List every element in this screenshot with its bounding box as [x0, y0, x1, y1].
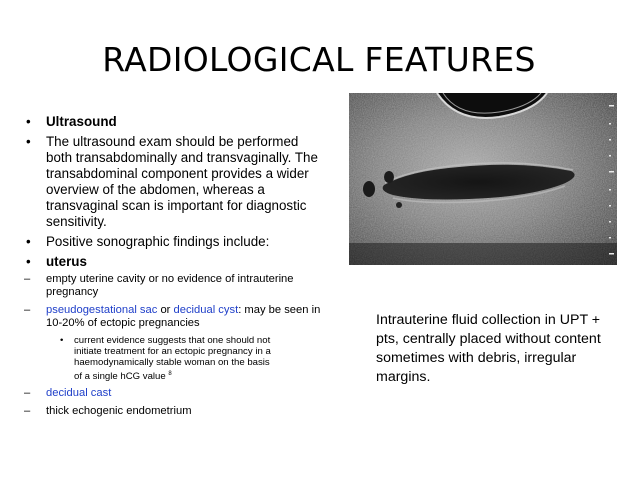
dash-marker: – — [24, 304, 31, 316]
sub-bullet-endometrium — [0, 405, 324, 418]
dash-marker: – — [24, 273, 31, 285]
pseudogestational-sac-link[interactable]: pseudogestational sac — [46, 304, 158, 316]
reference-marker[interactable]: 8 — [168, 370, 172, 377]
sub-sub-bullet-text: current evidence suggests that one should not initiate treatment for an ectopic pregnancy in a haemodynamically stable woman on the basis of a single hCG value — [74, 335, 271, 382]
bullet-text: The ultrasound exam should be performed both transabdominally and transvaginally. The transabdominal component provides a wider overview of the abdomen, whereas a transvaginal scan is important for diagnostic sensitivity. — [46, 134, 318, 229]
bullet-dot: • — [26, 234, 31, 249]
bullet-text: uterus — [46, 254, 87, 269]
sub-bullet-decidual-cast — [0, 387, 324, 400]
or-text: or — [157, 304, 174, 316]
sub-bullet-pseudo-sac — [0, 304, 324, 330]
bullet-list — [24, 114, 324, 423]
bullet-findings — [24, 234, 324, 250]
bullet-exam — [24, 134, 324, 230]
ultrasound-image — [349, 93, 617, 265]
sub-bullet-text: thick echogenic endometrium — [46, 405, 192, 417]
sub-bullet-empty-cavity — [0, 273, 324, 299]
sub-bullet-text: : may be seen in 10-20% of ectopic pregnancies — [46, 304, 321, 329]
decidual-cast-link[interactable]: decidual cast — [46, 387, 112, 399]
bullet-text: Positive sonographic findings include: — [46, 234, 270, 249]
bullet-dot: • — [26, 254, 31, 269]
bullet-dot: • — [60, 335, 64, 346]
bullet-text: Ultrasound — [46, 114, 117, 129]
dash-marker: – — [24, 387, 31, 399]
slide-title: RADIOLOGICAL FEATURES — [102, 40, 536, 79]
decidual-cyst-link[interactable]: decidual cyst — [173, 304, 239, 316]
image-caption: Intrauterine fluid collection in UPT + pts, centrally placed without content sometimes with debris, irregular margins. — [376, 312, 601, 385]
bullet-dot: • — [26, 134, 31, 149]
sub-sub-bullet-evidence — [0, 335, 274, 382]
bullet-uterus — [24, 254, 324, 270]
bullet-ultrasound — [24, 114, 324, 130]
dash-marker: – — [24, 405, 31, 417]
bullet-dot: • — [26, 114, 31, 129]
sub-bullet-text: empty uterine cavity or no evidence of intrauterine pregnancy — [46, 273, 294, 298]
ultrasound-graphic — [349, 93, 617, 265]
